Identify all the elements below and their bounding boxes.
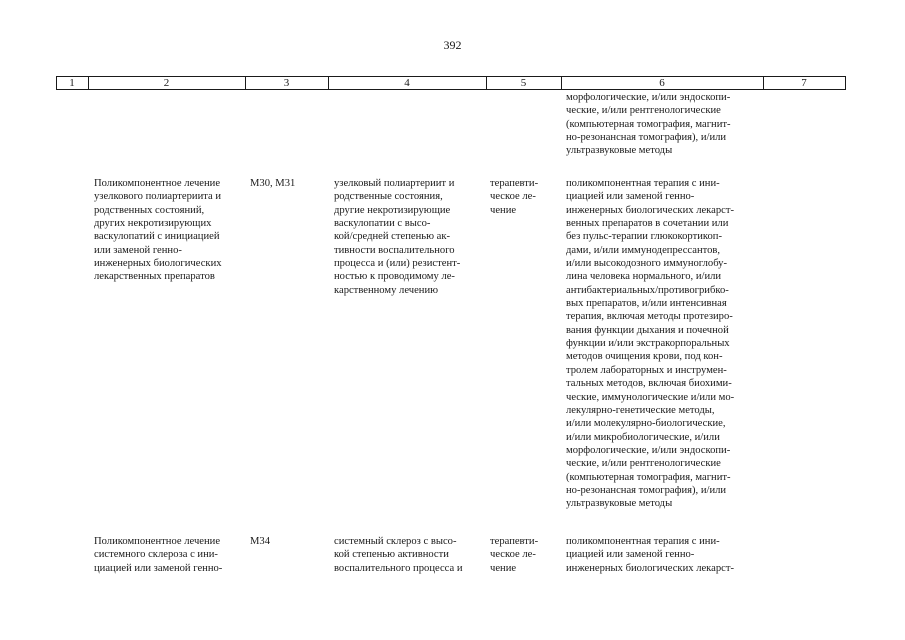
- treatment-type-cell: терапевти- ческое ле- чение: [490, 536, 539, 574]
- treatment-name-cell: Поликомпонентное лечение системного склероза с ини- циацией или заменой генно-: [94, 536, 223, 574]
- methods-cell: поликомпонентная терапия с ини- циацией или заменой генно- инженерных биологических лекарст- венных препаратов в сочетании или без пульс-терапии глюкокортикоп- дами, и/или иммунодепрессантов, и/или высокодозного иммуноглобу- лина человека нормального, и/или антибактериальных/противогрибко- вых препаратов, и/или интенсивная терапия, включая методы протезиро- вания функции дыхания и почечной функции и/или экстракорпоральных методов очищения крови, под кон- тролем лабораторных и инструмен- тальных методов, включая биохими- ческие, иммунологические и/или мо- лекулярно-генетические методы, и/или молекулярно-биологические, и/или микробиологические, и/или морфологические, и/или эндоскопи- ческие, и/или рентгенологические (компьютерная томография, магнит- но-резонансная томография), и/или ультразвуковые методы: [566, 178, 735, 510]
- treatment-type-cell: терапевти- ческое ле- чение: [490, 178, 539, 216]
- column-number: 4: [404, 77, 410, 89]
- column-number: 1: [69, 77, 75, 89]
- column-number: 5: [520, 77, 527, 89]
- column-divider: [845, 76, 846, 90]
- treatment-name-cell: Поликомпонентное лечение узелкового полиартериита и родственных состояний, других некротизирующих васкулопатий с инициацией или заменой генно- инженерных биологических лекарственных препаратов: [94, 178, 222, 283]
- column-number: 6: [659, 77, 665, 89]
- methods-cell: поликомпонентная терапия с ини- циацией или заменой генно- инженерных биологических лекарст-: [566, 536, 735, 574]
- page-number: 392: [443, 38, 462, 52]
- column-number: 7: [801, 77, 807, 89]
- header-bottom-rule: [56, 89, 846, 90]
- patient-model-cell: узелковый полиартериит и родственные состояния, другие некротизирующие васкулопатии с высо- кой/средней степенью ак- тивности воспалительного процесса и (или) резистент- ностью к проводимому ле- карственному лечению: [334, 178, 461, 296]
- icd-code-cell: M30, M31: [250, 178, 296, 189]
- methods-cell: морфологические, и/или эндоскопи- ческие, и/или рентгенологические (компьютерная томография, магнит- но-резонансная томография), и/или ультразвуковые методы: [566, 92, 731, 157]
- column-number: 2: [163, 77, 170, 89]
- patient-model-cell: системный склероз с высо- кой степенью активности воспалительного процесса и: [334, 536, 463, 574]
- icd-code-cell: M34: [250, 536, 271, 547]
- column-number: 3: [283, 77, 290, 89]
